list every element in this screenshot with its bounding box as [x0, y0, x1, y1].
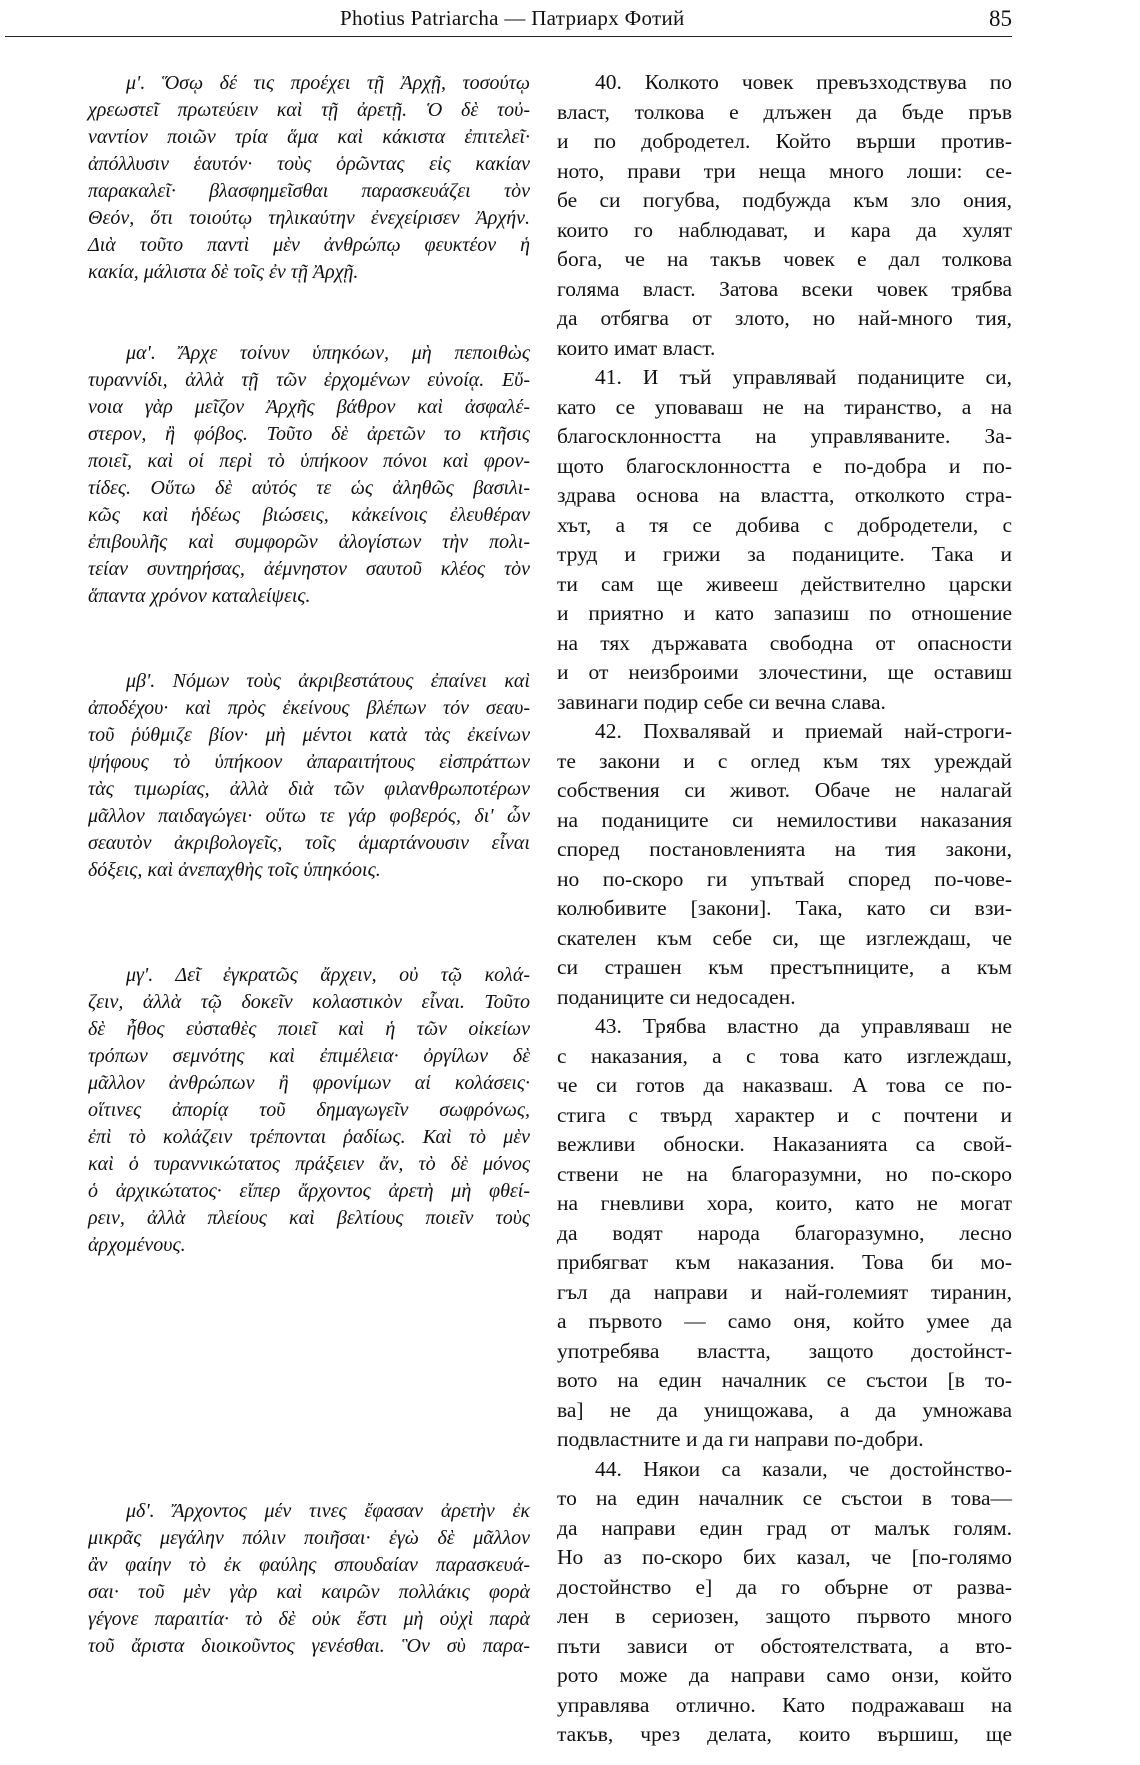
greek-text-line: γέγονε παραιτία· τὸ δὲ οὐκ ἔστι μὴ οὐχὶ παρὰ	[88, 1608, 530, 1630]
bulgarian-text-line: и по добродетел. Който върши против-	[557, 129, 1012, 153]
bulgarian-column	[557, 68, 1012, 1750]
header-rule	[5, 36, 1012, 37]
bulgarian-text-line: и приятно и като запазиш по отношение	[557, 601, 1012, 625]
greek-text-line: κακία, μάλιστα δὲ τοῖς ἐν τῇ Ἀρχῇ.	[88, 261, 359, 283]
greek-text-line: ψήφους τὸ ὑπήκοον ἀπαραιτήτους εἰσπράττων	[88, 751, 530, 773]
bulgarian-text-line: 43. Трябва властно да управляваш не	[595, 1014, 1012, 1038]
greek-text-line: στερον, ἢ φόβος. Τοῦτο δὲ ἀρετῶν το κτῆσις	[88, 423, 530, 445]
greek-text-line: παρακαλεῖ· βλασφημεῖσθαι παρασκευάζει τὸν	[88, 180, 530, 202]
greek-text-line: μβ'. Νόμων τοὺς ἀκριβεστάτους ἐπαίνει καὶ	[126, 670, 530, 692]
greek-text-line: τυραννίδι, ἀλλὰ τῇ τῶν ἐρχομένων εὐνοίᾳ. Εὔ-	[88, 369, 530, 391]
greek-text-line: ἐπὶ τὸ κολάζειν τρέπονται ῥαδίως. Καὶ τὸ μὲν	[88, 1126, 530, 1148]
bulgarian-text-line: които имат власт.	[557, 335, 716, 360]
bulgarian-text-line: лен в сериозен, защото първото много	[557, 1604, 1012, 1628]
greek-text-line: νοια γὰρ μεῖζον Ἀρχῆς βάθρον καὶ ἀσφαλέ-	[88, 396, 530, 418]
bulgarian-text-line: според постановленията на тия закони,	[557, 837, 1012, 861]
bulgarian-text-line: с наказания, а с това като изглеждаш,	[557, 1043, 1012, 1068]
bulgarian-text-line: 42. Похвалявай и приемай най-строги-	[595, 719, 1012, 743]
greek-text-line: μα'. Ἄρχε τοίνυν ὑπηκόων, μὴ πεποιθὼς	[126, 342, 530, 364]
greek-text-line: μᾶλλον παιδαγώγει· οὕτω τε γάρ φοβερός, δι' ὧν	[88, 805, 530, 827]
bulgarian-paragraph	[557, 717, 1012, 1012]
bulgarian-paragraph	[557, 1455, 1012, 1750]
greek-text-line: ἀρχομένους.	[88, 1234, 186, 1256]
greek-text-line: ποιεῖ, καὶ οἱ περὶ τὸ ὑπήκοον πόνοι καὶ φρον-	[88, 450, 530, 472]
bulgarian-text-line: да направи един град от малък голям.	[557, 1515, 1012, 1540]
greek-text-line: σαι· τοῦ μὲν γὰρ καὶ καιρῶν πολλάκις φορὰ	[88, 1581, 530, 1603]
bulgarian-text-line: които го наблюдават, и кара да хулят	[557, 217, 1012, 242]
greek-text-line: ἅπαντα χρόνον καταλείψεις.	[88, 585, 311, 607]
bulgarian-text-line: си страшен към престъпниците, а към	[557, 955, 1012, 979]
bulgarian-paragraph	[557, 68, 1012, 363]
bulgarian-text-line: а първото — само оня, който умее да	[557, 1309, 1012, 1333]
greek-text-line: μ'. Ὅσῳ δέ τις προέχει τῇ Ἀρχῇ, τοσούτῳ	[126, 72, 530, 94]
greek-text-line: τείαν συντηρήσας, ἀέμνηστον σαυτοῦ κλέος τὸν	[88, 558, 530, 580]
greek-text-line: ἀποδέχου· καὶ πρὸς ἐκείνους βλέπων τόν σεαυ-	[88, 697, 530, 719]
greek-text-line: ἂν φαίην τὸ ἐκ φαύλης σπουδαίαν παρασκευά-	[88, 1554, 530, 1576]
greek-text-line: ἀπόλλυσιν ἑαυτόν· τοὺς ὁρῶντας εἰς κακίαν	[88, 153, 530, 175]
bulgarian-text-line: щото благосклонността е по-добра и по-	[557, 453, 1012, 478]
bulgarian-text-line: ва] не да унищожава, а да умножава	[557, 1397, 1012, 1422]
greek-paragraph	[88, 340, 530, 610]
bulgarian-text-line: труд и грижи за поданиците. Така и	[557, 542, 1012, 566]
greek-text-line: τρόπων σεμνότης καὶ ἐπιμέλεια· ὀργίλων δὲ	[88, 1045, 530, 1067]
bulgarian-text-line: скателен към себе си, ще изглеждаш, че	[557, 925, 1012, 950]
bulgarian-text-line: прибягват към наказания. Това би мо-	[557, 1250, 1012, 1274]
bulgarian-text-line: здрава основа на властта, отколкото стра-	[557, 483, 1012, 507]
bulgarian-text-line: употребява властта, защото достойнст-	[557, 1338, 1012, 1363]
greek-text-line: μγ'. Δεῖ ἐγκρατῶς ἄρχειν, οὐ τῷ κολά-	[126, 964, 530, 986]
bulgarian-text-line: ствени не на благоразумни, но по-скоро	[557, 1161, 1012, 1186]
greek-text-line: μικρᾶς μεγάλην πόλιν ποιῆσαι· ἐγὼ δὲ μᾶλλον	[88, 1527, 530, 1549]
greek-text-line: καὶ ὁ τυραννικώτατος πράξειεν ἄν, τὸ δὲ μόνος	[88, 1153, 530, 1175]
greek-paragraph	[88, 70, 530, 286]
greek-text-line: Διὰ τοῦτο παντὶ μὲν ἀνθρώπῳ φευκτέον ἡ	[88, 234, 530, 256]
running-header	[0, 6, 1012, 36]
bulgarian-text-line: 44. Някои са казали, че достойнство-	[595, 1456, 1012, 1481]
bulgarian-text-line: на тях държавата свободна от опасности	[557, 630, 1012, 655]
bulgarian-text-line: собствения си живот. Обаче не налагай	[557, 778, 1012, 802]
bulgarian-text-line: да отбягва от злото, но най-много тия,	[557, 306, 1012, 330]
bulgarian-text-line: пъти зависи от обстоятелствата, а вто-	[557, 1633, 1012, 1658]
page-number: 85	[989, 6, 1012, 31]
bulgarian-paragraph	[557, 1012, 1012, 1455]
running-title: Photius Patriarcha — Патриарх Фотий	[340, 6, 685, 30]
bulgarian-text-line: управлява отлично. Като подражаваш на	[557, 1692, 1012, 1717]
greek-text-line: Θεόν, ὅτι τοιούτῳ τηλικαύτην ἐνεχείρισεν Ἀρχήν.	[88, 207, 530, 229]
greek-text-line: δὲ ἦθος εὐσταθὲς ποιεῖ καὶ ἡ τῶν οἰκείων	[88, 1018, 530, 1040]
greek-text-line: ρειν, ἀλλὰ πλείους καὶ βελτίους ποιεῖν τοὺς	[88, 1207, 530, 1229]
bulgarian-text-line: те закони и с оглед към тях уреждай	[557, 748, 1012, 773]
bulgarian-text-line: на поданиците си немилостиви наказания	[557, 807, 1012, 832]
bulgarian-text-line: хът, а тя се добива с добродетели, с	[557, 512, 1012, 537]
bulgarian-text-line: власт, толкова е длъжен да бъде пръв	[557, 99, 1012, 124]
bulgarian-text-line: на гневливи хора, които, като не могат	[557, 1191, 1012, 1215]
greek-text-line: σεαυτὸν ἀκριβολογεῖς, τοῖς ἁμαρτάνουσιν εἶναι	[88, 832, 530, 854]
greek-text-line: δόξεις, καὶ ἀνεπαχθὴς τοῖς ὑπηκόοις.	[88, 859, 381, 881]
greek-text-line: χρεωστεῖ πρωτεύειν καὶ τῇ ἀρετῇ. Ὁ δὲ τοὐ-	[88, 99, 530, 121]
greek-text-line: κῶς καὶ ἡδέως βιώσεις, κἀκείνοις ἐλευθέραν	[88, 504, 530, 526]
bulgarian-text-line: и от неизброими злочестини, ще оставиш	[557, 660, 1012, 684]
bulgarian-text-line: достойнство е] да го обърне от разва-	[557, 1574, 1012, 1599]
bulgarian-text-line: да водят народа благоразумно, лесно	[557, 1220, 1012, 1245]
greek-text-line: οἵτινες ἀπορίᾳ τοῦ δημαγωγεῖν σωφρόνως,	[88, 1099, 530, 1121]
bulgarian-text-line: рото може да направи само онзи, който	[557, 1663, 1012, 1687]
greek-text-line: τὰς τιμωρίας, ἀλλὰ διὰ τῶν φιλανθρωποτέρων	[88, 778, 530, 800]
greek-text-line: μδ'. Ἄρχοντος μέν τινες ἔφασαν ἀρετὴν ἐκ	[126, 1500, 530, 1522]
bulgarian-text-line: като се уповаваш не на тиранство, а на	[557, 394, 1012, 419]
greek-paragraph	[88, 962, 530, 1259]
greek-paragraph	[88, 668, 530, 884]
bulgarian-text-line: бога, че на такъв човек е дал толкова	[557, 247, 1012, 271]
bulgarian-text-line: благосклонността на управляваните. За-	[557, 424, 1012, 448]
greek-text-line: τοῦ ῥύθμιζε βίον· μὴ μέντοι κατὰ τὰς ἐκείνων	[88, 724, 530, 746]
greek-text-line: μᾶλλον ἀνθρώπων ἢ φρονίμων αἱ κολάσεις·	[88, 1072, 530, 1094]
bulgarian-text-line: вото на един началник се състои [в то-	[557, 1368, 1012, 1392]
bulgarian-text-line: ното, прави три неща много лоши: се-	[557, 158, 1012, 183]
bulgarian-text-line: че си готов да наказваш. А това се по-	[557, 1073, 1012, 1097]
bulgarian-text-line: голяма власт. Затова всеки човек трябва	[557, 276, 1012, 301]
bulgarian-text-line: ти сам ще живееш действително царски	[557, 571, 1012, 596]
bulgarian-text-line: вежливи обноски. Наказанията са свой-	[557, 1132, 1012, 1156]
greek-paragraph	[88, 1498, 530, 1660]
bulgarian-text-line: подвластните и да ги направи по-добри.	[557, 1427, 924, 1451]
bulgarian-text-line: завинаги подир себе си вечна слава.	[557, 689, 886, 714]
bulgarian-text-line: 40. Колкото човек превъзходствува по	[595, 70, 1012, 94]
greek-text-line: ἐπιβουλῆς καὶ συμφορῶν ἀλογίστων τὴν πολι-	[88, 531, 530, 553]
bulgarian-text-line: бе си погубва, подбужда към зло ония,	[557, 188, 1012, 212]
greek-text-line: ζειν, ἀλλὰ τῷ δοκεῖν κολαστικὸν εἶναι. Τοῦτο	[88, 991, 530, 1013]
bulgarian-text-line: колюбивите [закони]. Така, като си взи-	[557, 896, 1012, 920]
bulgarian-text-line: Но аз по-скоро бих казал, че [по-голямо	[557, 1545, 1012, 1569]
bulgarian-text-line: гъл да направи и най-големият тиранин,	[557, 1279, 1012, 1304]
bulgarian-text-line: поданиците си недосаден.	[557, 984, 796, 1009]
greek-text-line: τοῦ ἄριστα διοικοῦντος γενέσθαι. Ὃν σὺ παρα-	[88, 1635, 530, 1657]
greek-text-line: τίδες. Οὕτω δὲ αὐτός τε ὡς ἀληθῶς βασιλι-	[88, 477, 530, 499]
bulgarian-text-line: такъв, чрез делата, които вършиш, ще	[557, 1722, 1012, 1746]
bulgarian-text-line: но по-скоро ги упътвай според по-чове-	[557, 866, 1012, 891]
greek-text-line: ὁ ἀρχικώτατος· εἴπερ ἄρχοντος ἀρετὴ μὴ φθεί-	[88, 1180, 530, 1202]
greek-text-line: ναντίον ποιῶν τρία ἅμα καὶ κάκιστα ἐπιτελεῖ·	[88, 126, 530, 148]
bulgarian-paragraph	[557, 363, 1012, 717]
bulgarian-text-line: то на един началник се състои в това—	[557, 1486, 1012, 1510]
bulgarian-text-line: 41. И тъй управлявай поданиците си,	[595, 365, 1012, 389]
bulgarian-text-line: стига с твърд характер и с почтени и	[557, 1102, 1012, 1127]
